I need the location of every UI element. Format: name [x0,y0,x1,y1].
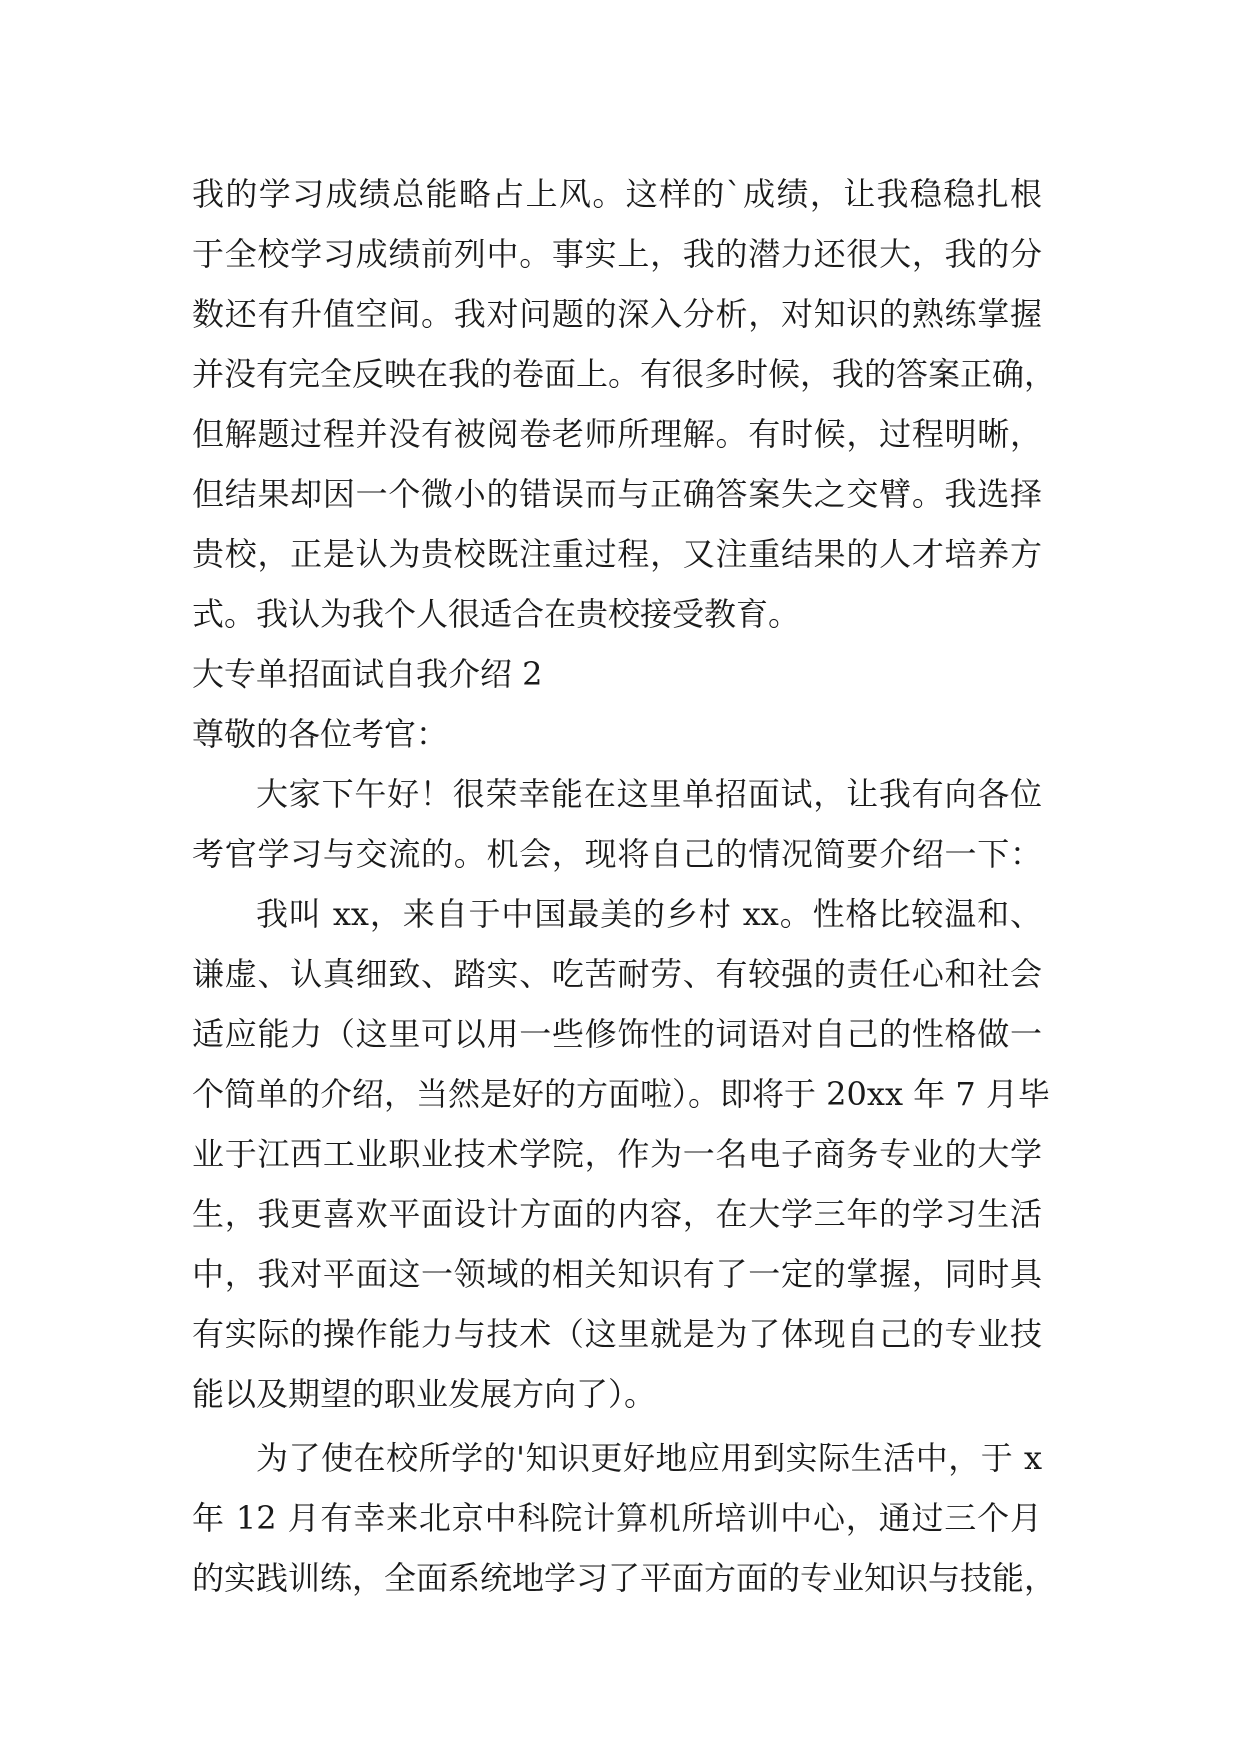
text-line: 个简单的介绍，当然是好的方面啦）。即将于 20xx 年 7 月毕 [192,1075,1050,1113]
text-line: 年 12 月有幸来北京中科院计算机所培训中心，通过三个月 [192,1499,1042,1537]
paragraph [192,1428,1057,1608]
text-line: 为了使在校所学的'知识更好地应用到实际生活中，于 x [256,1439,1042,1477]
text-line: 适应能力（这里可以用一些修饰性的词语对自己的性格做一 [192,1015,1042,1053]
document-body [192,164,1057,1608]
text-line: 考官学习与交流的。机会，现将自己的情况简要介绍一下： [192,835,1042,873]
text-line: 大家下午好！很荣幸能在这里单招面试，让我有向各位 [256,775,1042,813]
text-line: 但结果却因一个微小的错误而与正确答案失之交臂。我选择 [192,475,1042,513]
text-line: 我的学习成绩总能略占上风。这样的`成绩，让我稳稳扎根 [192,175,1042,213]
text-line: 能以及期望的职业发展方向了）。 [192,1375,657,1413]
text-line: 有实际的操作能力与技术（这里就是为了体现自己的专业技 [192,1315,1042,1353]
text-line: 的实践训练，全面系统地学习了平面方面的专业知识与技能， [192,1559,1057,1597]
text-line: 并没有完全反映在我的卷面上。有很多时候，我的答案正确， [192,355,1057,393]
text-line: 数还有升值空间。我对问题的深入分析，对知识的熟练掌握 [192,295,1042,333]
paragraph [192,764,1042,884]
paragraph [192,884,1050,1424]
text-line: 贵校，正是认为贵校既注重过程，又注重结果的人才培养方 [192,535,1042,573]
text-line: 但解题过程并没有被阅卷老师所理解。有时候，过程明晰， [192,415,1042,453]
text-line: 生，我更喜欢平面设计方面的内容，在大学三年的学习生活 [192,1195,1042,1233]
text-line: 我叫 xx，来自于中国最美的乡村 xx。性格比较温和、 [256,895,1042,933]
text-line: 业于江西工业职业技术学院，作为一名电子商务专业的大学 [192,1135,1042,1173]
section-heading: 大专单招面试自我介绍 2 [192,655,543,693]
text-line: 谦虚、认真细致、踏实、吃苦耐劳、有较强的责任心和社会 [192,955,1042,993]
text-line: 中，我对平面这一领域的相关知识有了一定的掌握，同时具 [192,1255,1042,1293]
salutation: 尊敬的各位考官： [192,715,449,753]
text-line: 式。我认为我个人很适合在贵校接受教育。 [192,595,801,633]
paragraph-continued [192,164,1057,644]
text-line: 于全校学习成绩前列中。事实上，我的潜力还很大，我的分 [192,235,1042,273]
